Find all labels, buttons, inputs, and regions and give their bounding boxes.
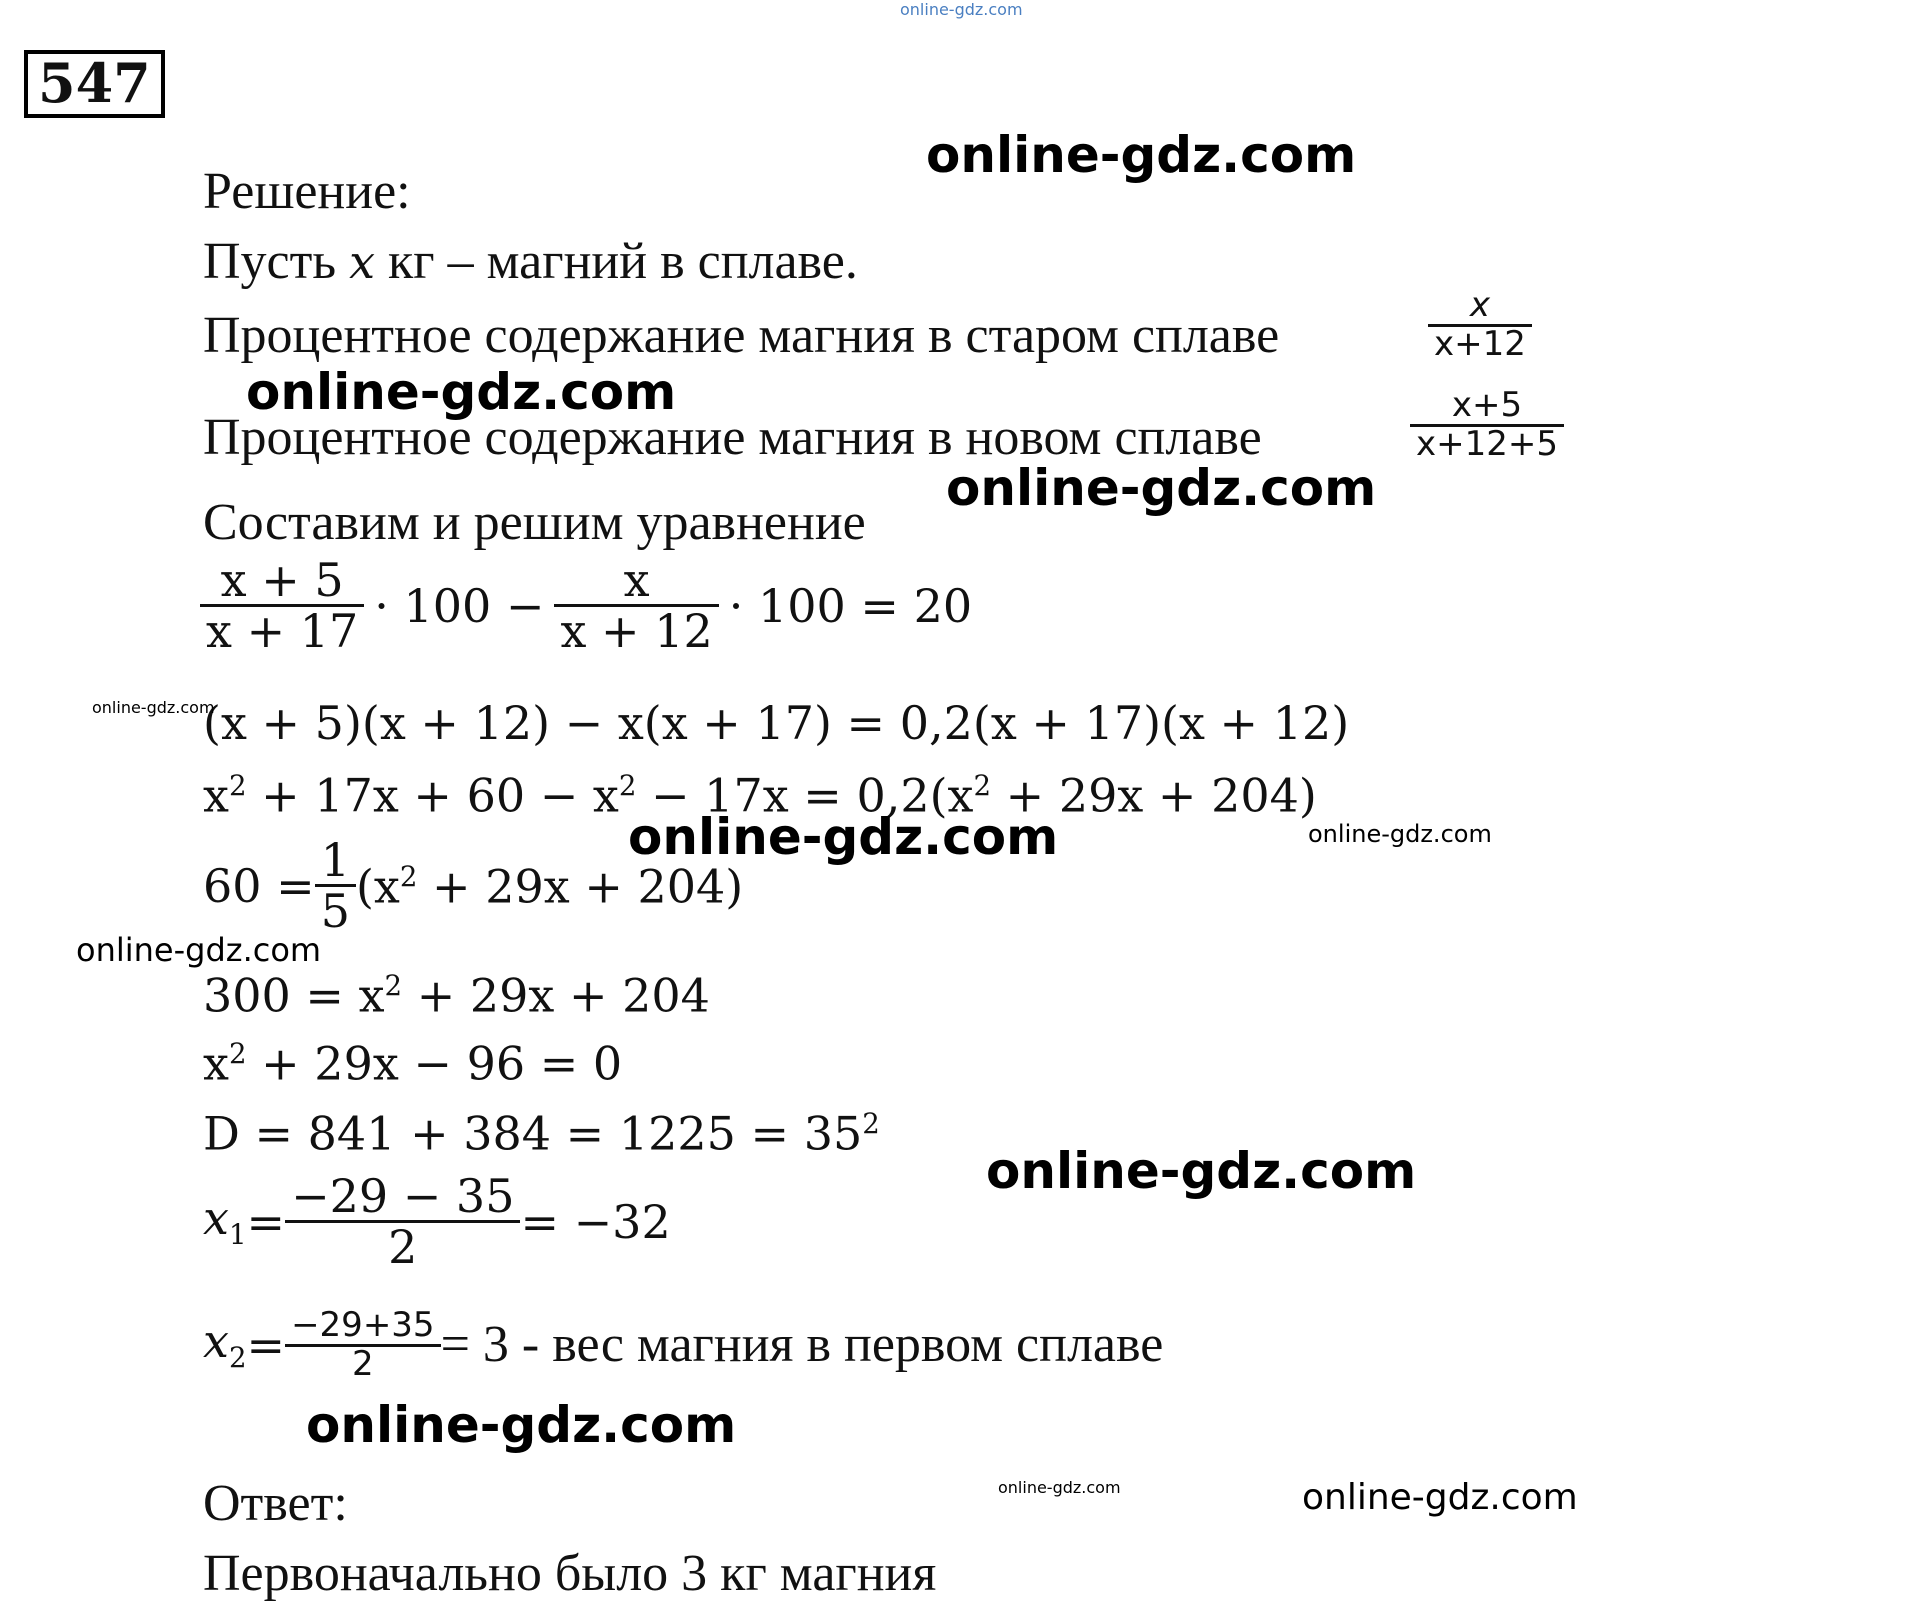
- equation-7: $D = 841 + 384 = 1225 = 35^2$: [203, 1106, 880, 1161]
- watermark: online-gdz.com: [628, 808, 1059, 866]
- watermark: online-gdz.com: [76, 931, 322, 969]
- new-alloy-fraction: $\frac{x+5}{x+12+5}$: [1410, 388, 1564, 462]
- equation-1: $\frac{x + 5}{x + 17}$ · 100 − $\frac{x}{x + 12}$ · 100 = 20: [200, 556, 972, 656]
- watermark: online-gdz.com: [926, 126, 1357, 184]
- old-alloy-line: Процентное содержание магния в старом сплаве: [203, 307, 1280, 364]
- top-watermark: online-gdz.com: [900, 0, 1023, 19]
- equation-3: $x^2 + 17x + 60 - x^2 - 17x = 0,2(x^2 + 29x + 204)$: [203, 768, 1317, 823]
- equation-6: $x^2 + 29x - 96 = 0$: [203, 1036, 623, 1091]
- problem-number-box: 547: [24, 50, 165, 118]
- answer-text: Первоначально было 3 кг магния: [203, 1545, 937, 1602]
- equation-5: $300 = x^2 + 29x + 204$: [203, 968, 710, 1023]
- equation-8: $x_1$ = $\frac{-29 - 35}{2}$ = −32: [203, 1169, 671, 1275]
- watermark: online-gdz.com: [986, 1142, 1417, 1200]
- let-line: Пусть x кг – магний в сплаве.: [203, 233, 858, 290]
- old-alloy-fraction: $\frac{x}{x+12}$: [1428, 288, 1532, 362]
- watermark: online-gdz.com: [246, 363, 677, 421]
- watermark: online-gdz.com: [998, 1478, 1121, 1497]
- watermark: online-gdz.com: [92, 698, 215, 717]
- equation-2: (x + 5)(x + 12) − x(x + 17) = 0,2(x + 17)(x + 12): [203, 696, 1350, 750]
- watermark: online-gdz.com: [1308, 820, 1492, 848]
- watermark: online-gdz.com: [306, 1396, 737, 1454]
- solution-heading: Решение:: [203, 163, 411, 220]
- answer-label: Ответ:: [203, 1475, 348, 1532]
- equation-4: 60 = $\frac{1}{5}$ $(x^2 + 29x + 204)$: [203, 833, 744, 939]
- compose-line: Составим и решим уравнение: [203, 494, 866, 551]
- equation-9: $x_2$ = $\frac{-29+35}{2}$ = 3 - вес магния в первом сплаве: [203, 1305, 1164, 1384]
- watermark: online-gdz.com: [946, 459, 1377, 517]
- watermark: online-gdz.com: [1302, 1477, 1578, 1518]
- new-alloy-line: Процентное содержание магния в новом сплаве: [203, 409, 1262, 466]
